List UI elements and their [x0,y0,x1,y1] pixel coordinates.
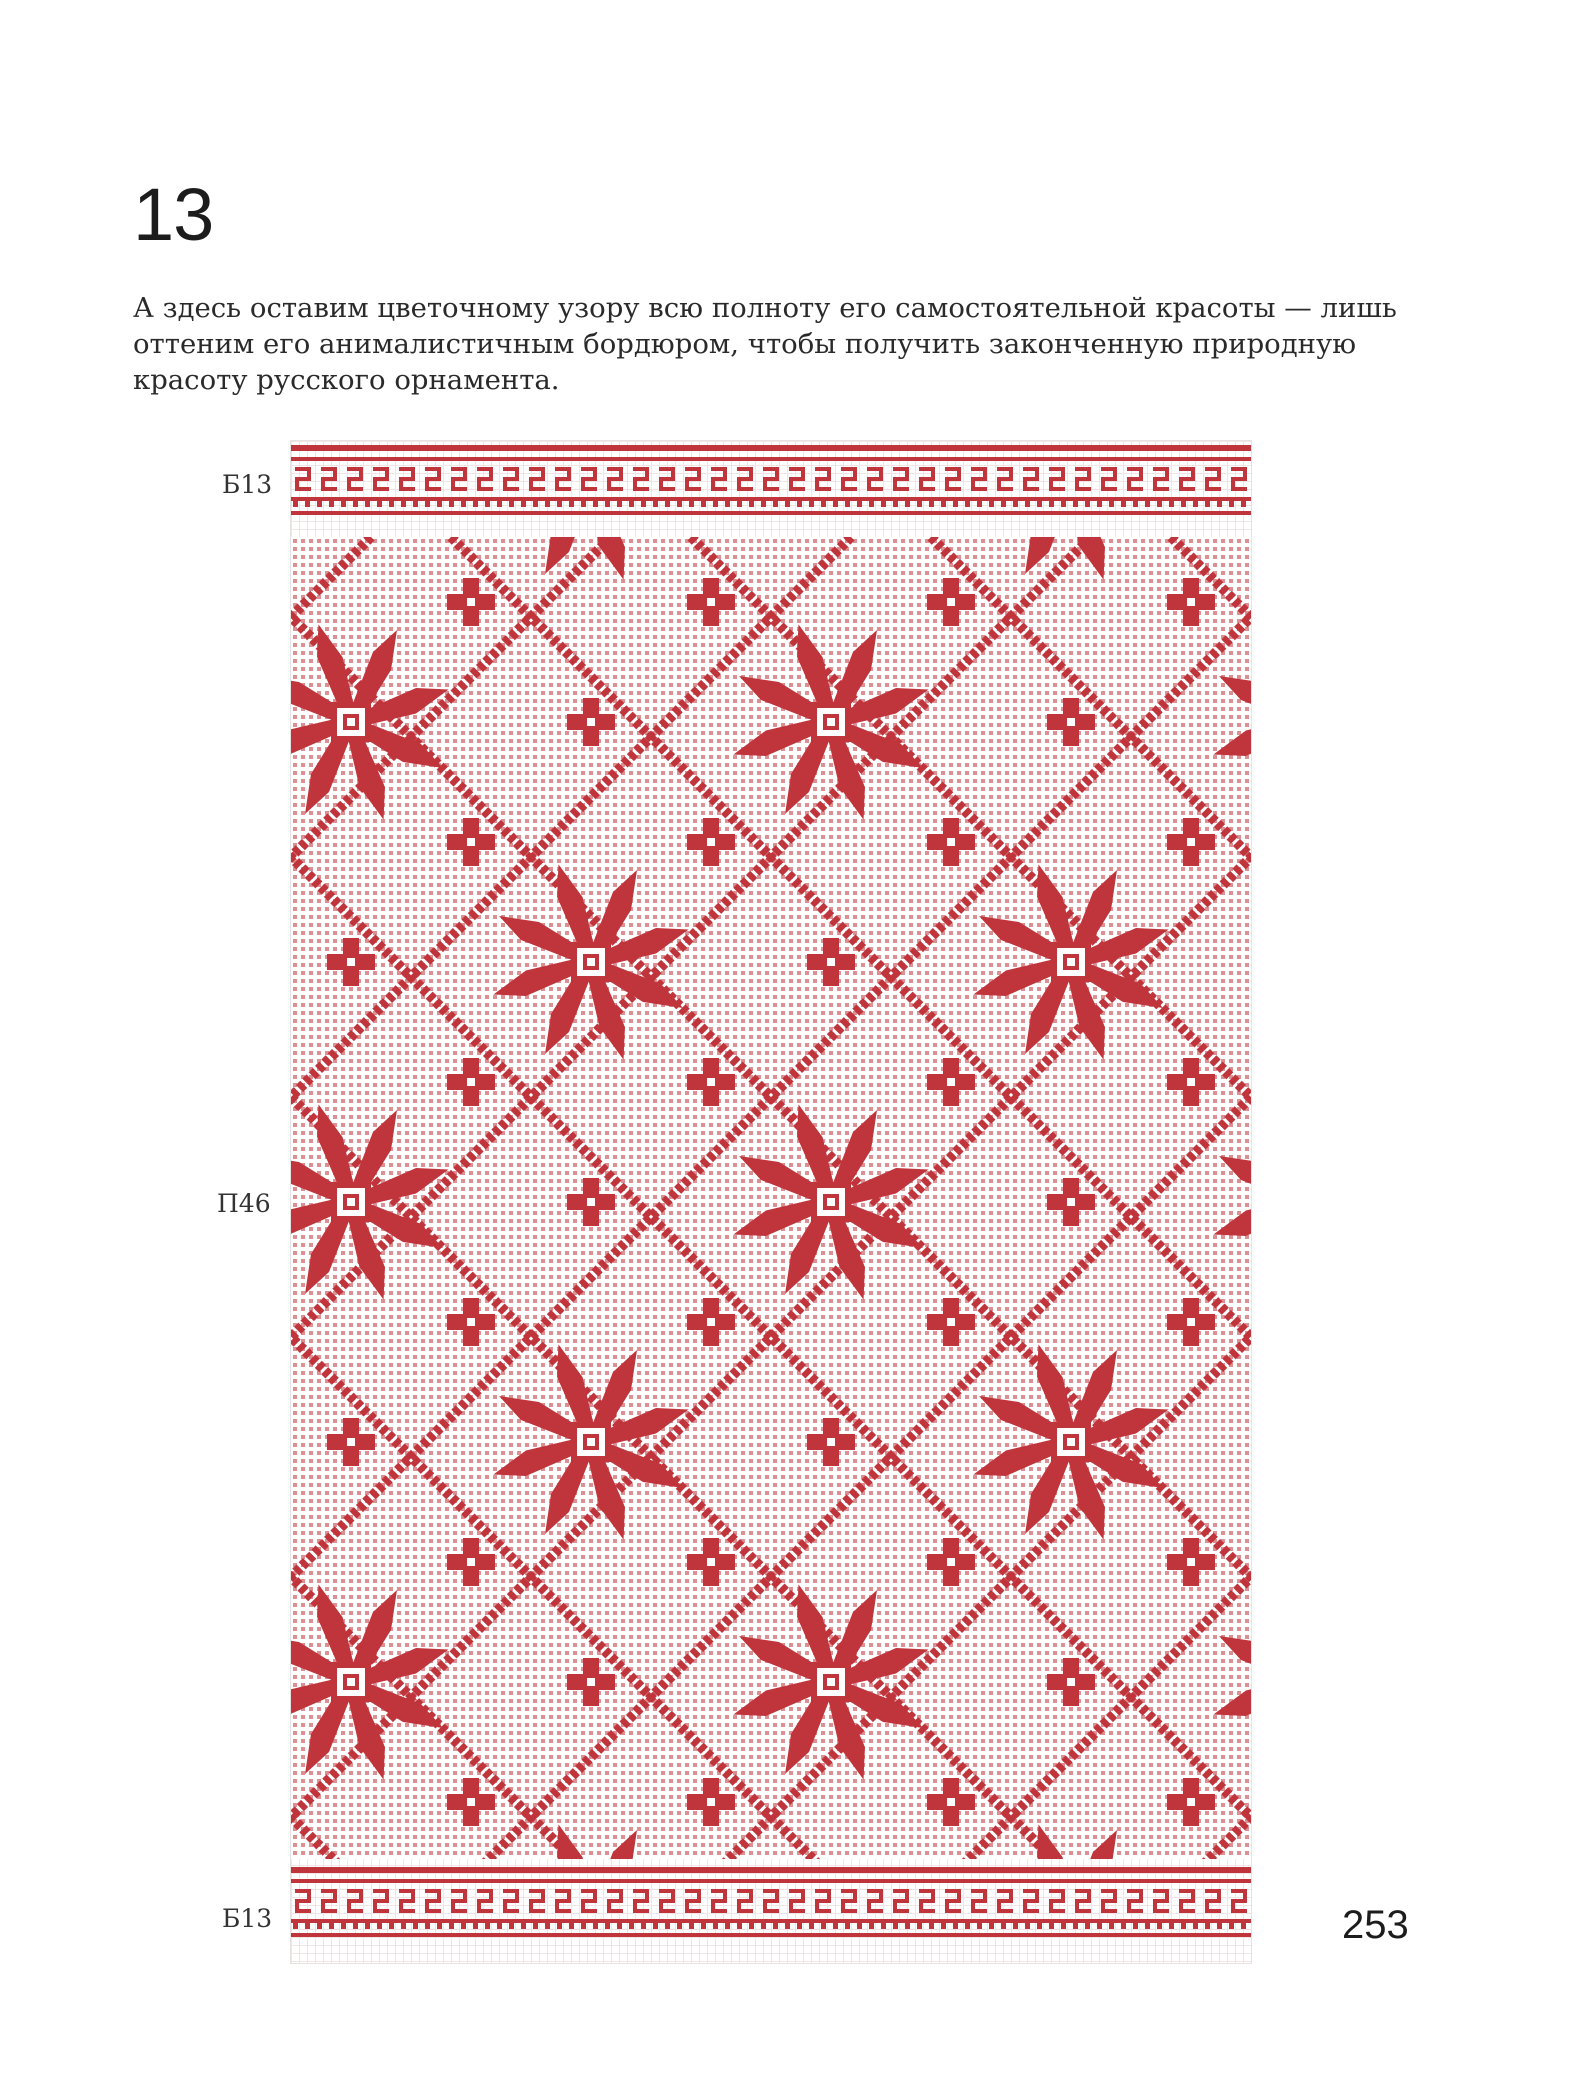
meander-motif [581,467,597,491]
border-comb-tooth [437,501,442,507]
border-comb-tooth [917,1923,922,1929]
meander-motif [633,467,649,491]
border-comb-tooth [1193,1923,1198,1929]
border-rule-inner [291,1879,1251,1883]
border-comb-tooth [881,1923,886,1929]
border-comb-tooth [617,1923,622,1929]
border-comb-tooth [941,1923,946,1929]
meander-motif [789,1889,805,1913]
meander-motif [321,467,337,491]
meander-motif [373,467,389,491]
border-comb-tooth [785,1923,790,1929]
meander-motif [1205,1889,1221,1913]
border-comb-tooth [809,1923,814,1929]
border-comb-tooth [1169,1923,1174,1929]
border-comb-tooth [821,501,826,507]
meander-motif [1023,467,1039,491]
meander-motif [477,467,493,491]
border-comb-tooth [569,1923,574,1929]
meander-motif [529,467,545,491]
meander-motif [451,1889,467,1913]
meander-motif [841,1889,857,1913]
border-comb-tooth [773,501,778,507]
meander-motif [711,1889,727,1913]
meander-motif [1179,1889,1195,1913]
border-comb-tooth [353,501,358,507]
meander-motif [347,467,363,491]
meander-motif [425,467,441,491]
border-comb-tooth [929,1923,934,1929]
meander-motif [555,1889,571,1913]
border-comb-tooth [605,501,610,507]
border-comb-tooth [737,1923,742,1929]
chapter-number: 13 [133,173,214,256]
border-comb-tooth [449,1923,454,1929]
border-comb-tooth [1157,501,1162,507]
border-comb-tooth [581,1923,586,1929]
border-comb-tooth [473,1923,478,1929]
border-comb-tooth [857,1923,862,1929]
border-comb-tooth [329,501,334,507]
border-comb-tooth [1121,501,1126,507]
page-number: 253 [1342,1903,1409,1947]
border-comb-tooth [1073,1923,1078,1929]
border-comb-tooth [1241,501,1246,507]
border-comb-tooth [1001,501,1006,507]
border-comb-tooth [941,501,946,507]
border-rule-bottom [291,1933,1251,1937]
border-comb-tooth [533,1923,538,1929]
border-comb-tooth [329,1923,334,1929]
border-comb-tooth [521,1923,526,1929]
border-comb-tooth [509,1923,514,1929]
border-comb-tooth [689,1923,694,1929]
border-comb-tooth [1061,501,1066,507]
rosette-field [291,441,1251,1963]
border-comb-tooth [833,1923,838,1929]
border-comb-tooth [797,501,802,507]
border-comb-tooth [461,1923,466,1929]
pattern-label-top-border: Б13 [222,470,273,499]
border-comb-tooth [401,1923,406,1929]
meander-motif [659,1889,675,1913]
border-comb-tooth [1193,501,1198,507]
border-comb-tooth [389,1923,394,1929]
meander-motif [1153,467,1169,491]
border-comb-tooth [1133,1923,1138,1929]
border-comb-tooth [713,501,718,507]
meander-motif [477,1889,493,1913]
border-comb-tooth [773,1923,778,1929]
meander-motif [685,1889,701,1913]
meander-motif [893,467,909,491]
meander-motif [1023,1889,1039,1913]
border-comb-tooth [1205,1923,1210,1929]
meander-motif [659,467,675,491]
border-comb-tooth [365,1923,370,1929]
border-comb-tooth [725,1923,730,1929]
border-comb-tooth [749,1923,754,1929]
meander-motif [685,467,701,491]
border-comb-tooth [701,1923,706,1929]
border-comb-tooth [629,1923,634,1929]
border-comb-tooth [1157,1923,1162,1929]
border-comb-tooth [1085,501,1090,507]
border-comb-tooth [641,501,646,507]
border-comb-tooth [449,501,454,507]
border-comb-tooth [1109,1923,1114,1929]
border-comb-tooth [881,501,886,507]
meander-motif [789,467,805,491]
border-comb-tooth [869,501,874,507]
meander-motif [373,1889,389,1913]
border-comb-tooth [557,1923,562,1929]
border-comb-tooth [857,501,862,507]
border-comb-tooth [977,1923,982,1929]
border-comb-tooth [1229,501,1234,507]
border-rule-bottom [291,511,1251,515]
meander-motif [529,1889,545,1913]
meander-motif [581,1889,597,1913]
border-comb-tooth [353,1923,358,1929]
meander-motif [295,1889,311,1913]
border-comb-tooth [641,1923,646,1929]
border-comb-tooth [977,501,982,507]
border-comb-tooth [905,501,910,507]
border-comb-tooth [1001,1923,1006,1929]
border-comb-tooth [653,1923,658,1929]
border-comb-tooth [725,501,730,507]
meander-motif [763,1889,779,1913]
border-comb-tooth [845,501,850,507]
meander-motif [347,1889,363,1913]
meander-motif [295,467,311,491]
border-comb-tooth [377,1923,382,1929]
meander-motif [1127,1889,1143,1913]
meander-motif [945,1889,961,1913]
border-comb-tooth [425,1923,430,1929]
meander-motif [1049,1889,1065,1913]
border-comb-tooth [437,1923,442,1929]
border-comb-tooth [1229,1923,1234,1929]
meander-motif [997,1889,1013,1913]
meander-motif [971,1889,987,1913]
border-comb-tooth [1217,501,1222,507]
border-comb-tooth [1181,1923,1186,1929]
border-comb-tooth [701,501,706,507]
border-comb-tooth [1097,1923,1102,1929]
border-comb-tooth [593,1923,598,1929]
meander-motif [971,467,987,491]
meander-motif [1231,1889,1247,1913]
meander-motif [867,1889,883,1913]
border-comb-tooth [1109,501,1114,507]
border-comb-tooth [785,501,790,507]
border-comb-tooth [797,1923,802,1929]
meander-motif [451,467,467,491]
cross-stitch-chart [291,441,1251,1963]
border-comb-tooth [689,501,694,507]
border-comb-tooth [545,501,550,507]
border-comb-tooth [341,501,346,507]
meander-motif [399,467,415,491]
meander-motif [1205,467,1221,491]
meander-motif [555,467,571,491]
border-comb-tooth [677,501,682,507]
border-comb-tooth [305,1923,310,1929]
meander-motif [1179,467,1195,491]
border-comb-tooth [485,1923,490,1929]
border-comb-tooth [677,1923,682,1929]
border-comb-tooth [845,1923,850,1929]
meander-motif [1075,467,1091,491]
border-comb-tooth [461,501,466,507]
border-comb-tooth [581,501,586,507]
meander-motif [815,1889,831,1913]
meander-motif [503,1889,519,1913]
meander-motif [1127,467,1143,491]
border-comb-tooth [1205,501,1210,507]
meander-motif [1049,467,1065,491]
border-comb-tooth [1013,501,1018,507]
border-comb-tooth [533,501,538,507]
meander-motif [1153,1889,1169,1913]
border-comb-tooth [905,1923,910,1929]
meander-motif [1101,1889,1117,1913]
border-comb-tooth [713,1923,718,1929]
border-comb-tooth [317,1923,322,1929]
border-comb-tooth [1133,501,1138,507]
border-comb-tooth [569,501,574,507]
meander-motif [919,1889,935,1913]
border-comb-tooth [617,501,622,507]
meander-motif [607,1889,623,1913]
pattern-label-bottom-border: Б13 [222,1904,273,1933]
border-comb-tooth [1241,1923,1246,1929]
border-comb-tooth [965,501,970,507]
border-comb-tooth [365,501,370,507]
meander-motif [893,1889,909,1913]
cross-stitch-chart-graphic [291,441,1251,1963]
border-comb-tooth [1121,1923,1126,1929]
border-comb-tooth [749,501,754,507]
border-rule-top [291,1867,1251,1873]
meander-motif [1231,467,1247,491]
border-comb-tooth [401,501,406,507]
meander-motif [1101,467,1117,491]
border-rule-lower [291,1919,1251,1923]
border-comb-tooth [629,501,634,507]
border-comb-tooth [413,1923,418,1929]
border-rule-inner [291,457,1251,461]
border-comb-tooth [1061,1923,1066,1929]
border-comb-tooth [989,1923,994,1929]
border-rule-lower [291,497,1251,501]
border-comb-tooth [833,501,838,507]
border-comb-tooth [953,1923,958,1929]
meander-motif [633,1889,649,1913]
meander-motif [815,467,831,491]
border-comb-tooth [341,1923,346,1929]
border-comb-tooth [1145,501,1150,507]
border-comb-tooth [929,501,934,507]
meander-motif [607,467,623,491]
meander-motif [997,467,1013,491]
meander-motif [919,467,935,491]
border-comb-tooth [593,501,598,507]
border-rule-top [291,445,1251,451]
border-comb-tooth [521,501,526,507]
border-comb-tooth [317,501,322,507]
meander-motif [737,1889,753,1913]
meander-motif [737,467,753,491]
meander-motif [321,1889,337,1913]
border-comb-tooth [1217,1923,1222,1929]
border-comb-tooth [665,501,670,507]
meander-motif [425,1889,441,1913]
meander-motif [867,467,883,491]
border-comb-tooth [1013,1923,1018,1929]
border-comb-tooth [473,501,478,507]
border-comb-tooth [497,1923,502,1929]
border-comb-tooth [557,501,562,507]
meander-motif [841,467,857,491]
meander-motif [711,467,727,491]
meander-motif [763,467,779,491]
meander-motif [1075,1889,1091,1913]
pattern-label-field: П46 [217,1189,271,1218]
border-comb-tooth [917,501,922,507]
border-comb-tooth [497,501,502,507]
border-comb-tooth [1049,1923,1054,1929]
border-comb-tooth [869,1923,874,1929]
border-comb-tooth [605,1923,610,1929]
border-comb-tooth [1025,501,1030,507]
border-comb-tooth [653,501,658,507]
border-comb-tooth [1145,1923,1150,1929]
meander-motif [503,467,519,491]
border-comb-tooth [293,501,298,507]
border-comb-tooth [1097,501,1102,507]
intro-paragraph: А здесь оставим цветочному узору всю полноту его самостоятельной красоты — лишь оттеним его анималистичным бордюром, чтобы получить законченную природную красоту русского орнамента. [133,292,1397,396]
border-comb-tooth [545,1923,550,1929]
border-comb-tooth [293,1923,298,1929]
border-comb-tooth [737,501,742,507]
border-comb-tooth [893,1923,898,1929]
border-comb-tooth [665,1923,670,1929]
border-comb-tooth [377,501,382,507]
meander-motif [945,467,961,491]
border-comb-tooth [1037,501,1042,507]
border-comb-tooth [1169,501,1174,507]
border-comb-tooth [485,501,490,507]
border-comb-tooth [305,501,310,507]
border-comb-tooth [1085,1923,1090,1929]
border-comb-tooth [893,501,898,507]
border-comb-tooth [1049,501,1054,507]
border-comb-tooth [809,501,814,507]
border-comb-tooth [1181,501,1186,507]
border-comb-tooth [761,501,766,507]
border-comb-tooth [953,501,958,507]
border-comb-tooth [761,1923,766,1929]
border-comb-tooth [1025,1923,1030,1929]
border-comb-tooth [965,1923,970,1929]
meander-motif [399,1889,415,1913]
border-comb-tooth [425,501,430,507]
border-comb-tooth [413,501,418,507]
border-comb-tooth [1073,501,1078,507]
border-comb-tooth [389,501,394,507]
border-comb-tooth [1037,1923,1042,1929]
border-comb-tooth [821,1923,826,1929]
border-comb-tooth [989,501,994,507]
border-comb-tooth [509,501,514,507]
